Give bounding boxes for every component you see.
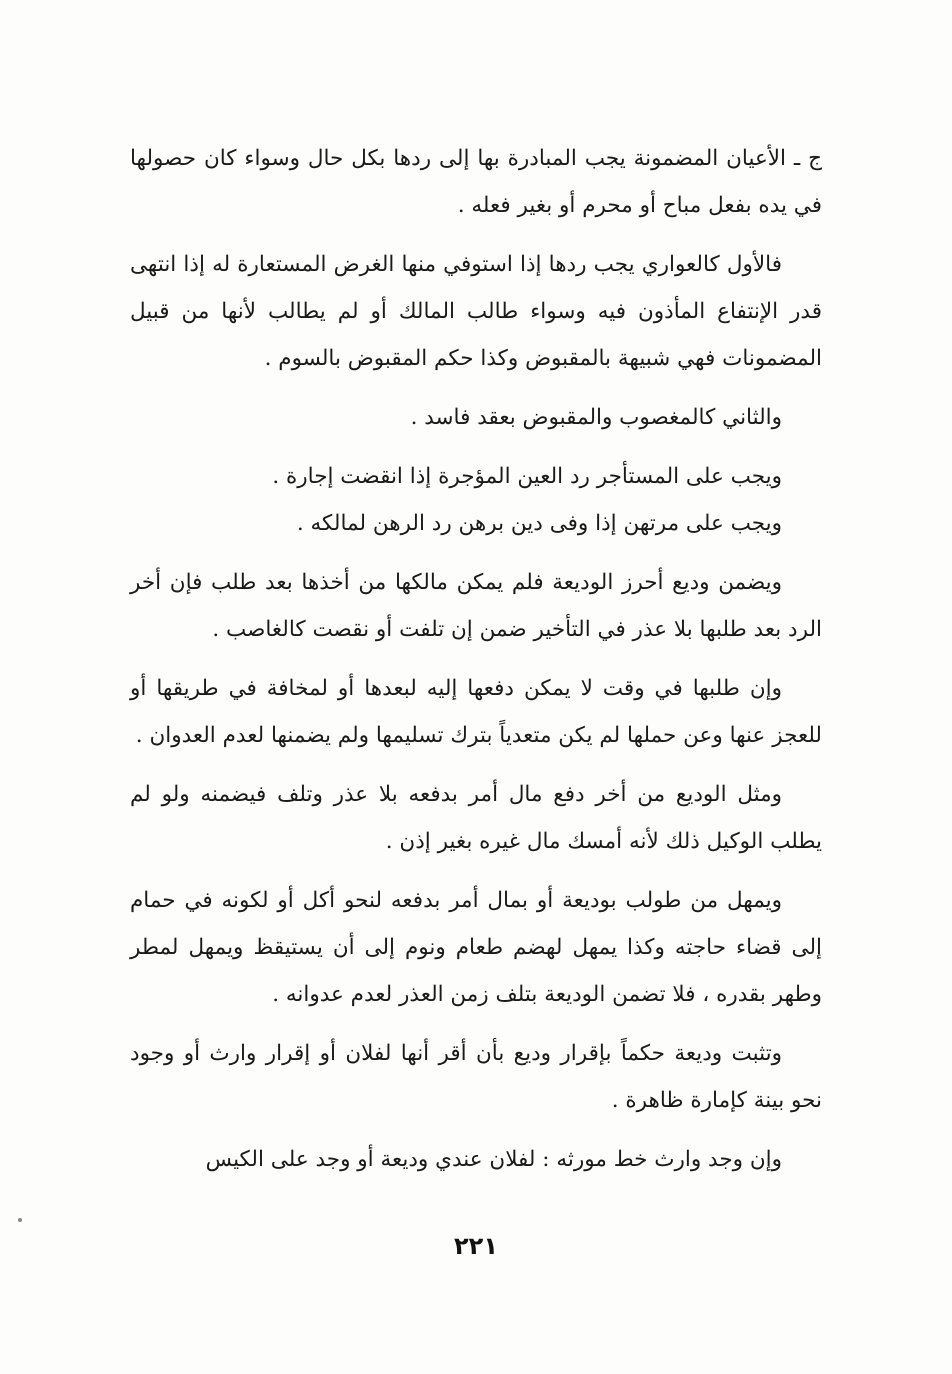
page-number: ٢٢١ bbox=[454, 1232, 498, 1260]
paragraph-6: ويضمن وديع أحرز الوديعة فلم يمكن مالكها من أخذها بعد طلب فإن أخر الرد بعد طلبها بلا عذر في التأخير ضمن إن تلفت أو نقصت كالغاصب . bbox=[130, 570, 822, 642]
paragraph-9: ويمهل من طولب بوديعة أو بمال أمر بدفعه لنحو أكل أو لكونه في حمام إلى قضاء حاجته وكذا يمهل لهضم طعام ونوم إلى أن يستيقظ ويمهل لمطر وطهر بقدره ، فلا تضمن الوديعة بتلف زمن العذر لعدم عدوانه . bbox=[130, 888, 822, 1007]
paragraph-4: ويجب على المستأجر رد العين المؤجرة إذا انقضت إجارة . bbox=[272, 464, 782, 489]
body-text bbox=[130, 135, 822, 1183]
paragraph-7: وإن طلبها في وقت لا يمكن دفعها إليه لبعدها أو لمخافة في طريقها أو للعجز عنها وعن حملها لم يكن متعدياً بترك تسليمها ولم يضمنها لعدم العدوان . bbox=[130, 676, 822, 748]
paragraph-8: ومثل الوديع من أخر دفع مال أمر بدفعه بلا عذر وتلف فيضمنه ولو لم يطلب الوكيل ذلك لأنه أمسك مال غيره بغير إذن . bbox=[130, 782, 822, 854]
paragraph-10: وتثبت وديعة حكماً بإقرار وديع بأن أقر أنها لفلان أو إقرار وارث أو وجود نحو بينة كإمارة ظاهرة . bbox=[130, 1041, 822, 1113]
paragraph-5: ويجب على مرتهن إذا وفى دين برهن رد الرهن لمالكه . bbox=[296, 511, 782, 536]
paragraph-1: ج ـ الأعيان المضمونة يجب المبادرة بها إلى ردها بكل حال وسواء كان حصولها في يده بفعل مباح أو محرم أو بغير فعله . bbox=[130, 146, 822, 218]
scan-speck bbox=[18, 1218, 22, 1222]
paragraph-2: فالأول كالعواري يجب ردها إذا استوفي منها الغرض المستعارة له إذا انتهى قدر الإنتفاع المأذون فيه وسواء طالب المالك أو لم يطالب لأنها من قبيل المضمونات فهي شبيهة بالمقبوض وكذا حكم المقبوض بالسوم . bbox=[130, 252, 822, 371]
paragraph-3: والثاني كالمغصوب والمقبوض بعقد فاسد . bbox=[410, 405, 782, 430]
paragraph-11: وإن وجد وارث خط مورثه : لفلان عندي وديعة أو وجد على الكيس bbox=[205, 1147, 782, 1172]
